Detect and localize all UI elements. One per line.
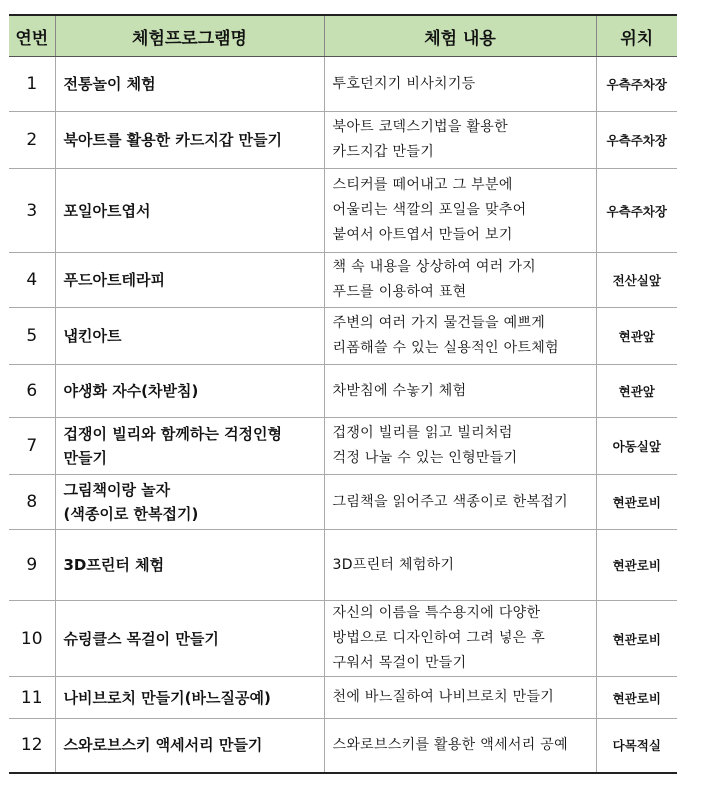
program-content-line: 어울리는 색깔의 포일을 맞추어 [332,202,527,218]
program-name-cell [55,601,324,677]
program-content-line: 스와로브스키를 활용한 액세서리 공예 [332,736,568,753]
program-content-line: 붙여서 아트엽서 만들어 보기 [332,227,513,243]
table-header-row [9,15,677,57]
program-name-cell [55,365,324,418]
program-name-line: 스와로브스키 액세서리 만들기 [63,736,263,755]
program-content-cell [324,719,596,773]
program-content-line: 걱정 나눌 수 있는 인형만들기 [332,450,518,466]
program-content-line: 투호던지기 비사치기등 [332,75,476,92]
table-row [9,169,677,253]
location-cell: 우측주차장 [596,57,677,112]
program-content-cell [324,475,596,530]
program-name-line: 만들기 [63,449,107,467]
row-number: 2 [9,112,55,169]
program-name-line: 겁쟁이 빌리와 함께하는 걱정인형 [63,425,283,443]
program-content-cell [324,365,596,418]
location-cell: 다목적실 [596,719,677,773]
table-row [9,308,677,365]
program-content-line: 푸드를 이용하여 표현 [332,284,467,300]
program-table [9,14,677,774]
header-location: 위치 [596,15,677,57]
program-name-line: 전통놀이 체험 [63,75,156,93]
program-name-line: 푸드아트테라피 [63,271,165,289]
location-cell: 우측주차장 [596,169,677,253]
program-name-line: 그림책이랑 놀자 [63,481,171,499]
table-row [9,57,677,112]
program-content-cell [324,253,596,308]
header-program: 체험프로그램명 [55,15,324,57]
program-name-cell [55,57,324,112]
program-table-container [9,14,677,774]
program-content-line: 구워서 목걸이 만들기 [332,655,467,671]
location-cell: 전산실앞 [596,253,677,308]
row-number: 9 [9,530,55,601]
row-number: 11 [9,677,55,719]
row-number: 12 [9,719,55,773]
program-name-cell [55,112,324,169]
program-content-line: 스티커를 떼어내고 그 부분에 [332,177,513,193]
table-row [9,475,677,530]
program-content-cell [324,112,596,169]
table-row [9,365,677,418]
program-content-line: 책 속 내용을 상상하여 여러 가지 [332,259,536,275]
row-number: 10 [9,601,55,677]
location-cell: 현관로비 [596,601,677,677]
program-content-line: 자신의 이름을 특수용지에 다양한 [332,605,541,621]
program-name-cell [55,308,324,365]
row-number: 7 [9,418,55,475]
table-row [9,530,677,601]
program-name-cell [55,677,324,719]
program-content-line: 그림책을 읽어주고 색종이로 한복접기 [332,493,568,510]
program-content-line: 카드지갑 만들기 [332,144,435,160]
program-name-line: 나비브로치 만들기(바느질공예) [63,688,271,707]
program-content-line: 차받침에 수놓기 체험 [332,382,467,399]
program-name-line: 포일아트엽서 [63,201,151,220]
program-name-cell [55,475,324,530]
location-cell: 현관앞 [596,308,677,365]
row-number: 6 [9,365,55,418]
location-cell: 우측주차장 [596,112,677,169]
row-number: 1 [9,57,55,112]
program-name-cell [55,530,324,601]
header-content: 체험 내용 [324,15,596,57]
program-content-cell [324,308,596,365]
program-name-line: 야생화 자수(차받침) [63,382,199,400]
program-content-line: 북아트 코덱스기법을 활용한 [332,119,508,135]
table-row [9,719,677,773]
program-name-line: 슈링클스 목걸이 만들기 [63,629,219,648]
program-content-line: 3D프린터 체험하기 [332,556,455,573]
program-content-cell [324,169,596,253]
location-cell: 현관로비 [596,475,677,530]
row-number: 5 [9,308,55,365]
program-name-line: 3D프린터 체험 [63,556,165,574]
program-content-line: 천에 바느질하여 나비브로치 만들기 [332,689,555,705]
row-number: 4 [9,253,55,308]
row-number: 3 [9,169,55,253]
table-row [9,112,677,169]
program-name-cell [55,169,324,253]
table-row [9,677,677,719]
program-name-cell [55,418,324,475]
program-content-cell [324,601,596,677]
location-cell: 현관앞 [596,365,677,418]
row-number: 8 [9,475,55,530]
program-name-cell [55,253,324,308]
program-name-cell [55,719,324,773]
program-content-cell [324,57,596,112]
header-no: 연번 [9,15,55,57]
program-name-line: 북아트를 활용한 카드지갑 만들기 [63,131,283,149]
table-body [9,57,677,773]
program-content-line: 방법으로 디자인하여 그려 넣은 후 [332,630,546,646]
program-content-line: 겁쟁이 빌리를 읽고 빌리처럼 [332,425,513,441]
program-content-line: 리폼해쓸 수 있는 실용적인 아트체험 [332,340,559,356]
program-name-line: 냅킨아트 [63,327,122,345]
table-row [9,253,677,308]
location-cell: 현관로비 [596,530,677,601]
program-content-cell [324,530,596,601]
location-cell: 현관로비 [596,677,677,719]
program-content-cell [324,418,596,475]
program-content-line: 주변의 여러 가지 물건들을 예쁘게 [332,315,546,331]
location-cell: 아동실앞 [596,418,677,475]
program-name-line: (색종이로 한복접기) [63,505,199,523]
table-row [9,418,677,475]
table-row [9,601,677,677]
program-content-cell [324,677,596,719]
